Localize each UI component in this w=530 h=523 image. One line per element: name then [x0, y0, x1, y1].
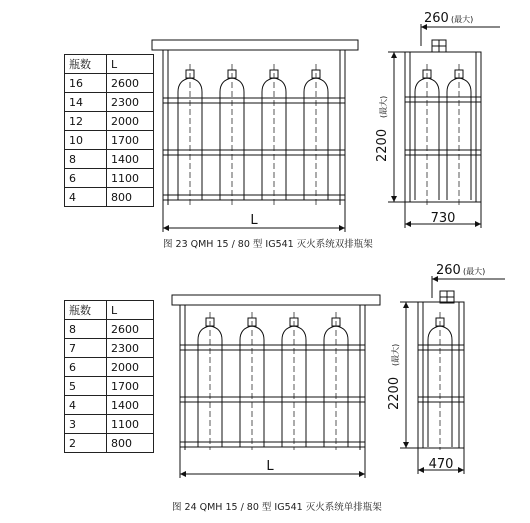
cell-count: 4 [65, 188, 107, 207]
cell-length: 800 [107, 188, 154, 207]
cylinder-group [178, 64, 328, 205]
front-width-label: L [266, 459, 274, 474]
cell-length: 2000 [107, 358, 154, 377]
side-view-rack-1 [388, 24, 500, 228]
header-cylinder-count: 瓶数 [65, 301, 107, 320]
figure-caption-1: 图 23 QMH 15 / 80 型 IG541 灭火系统双排瓶架 [163, 239, 373, 250]
height-dimension-note: (最大) [391, 343, 400, 366]
cell-length: 1700 [107, 131, 154, 150]
cell-length: 2000 [107, 112, 154, 131]
cell-count: 6 [65, 358, 107, 377]
top-dimension-note: (最大) [463, 267, 486, 276]
height-dimension-label: 2200 [375, 128, 390, 162]
depth-dimension-label: 470 [428, 457, 454, 472]
cell-length: 1700 [107, 377, 154, 396]
cell-length: 800 [107, 434, 154, 453]
upper-rail [180, 345, 365, 350]
top-plate [172, 295, 380, 305]
cell-count: 14 [65, 93, 107, 112]
lower-rail [180, 442, 365, 447]
cell-count: 7 [65, 339, 107, 358]
cell-count: 16 [65, 74, 107, 93]
cell-length: 1400 [107, 150, 154, 169]
front-view-rack-2 [172, 295, 380, 478]
front-width-label: L [250, 213, 258, 228]
cell-count: 10 [65, 131, 107, 150]
top-dimension-label: 260 [424, 11, 449, 26]
header-cylinder-count: 瓶数 [65, 55, 107, 74]
cell-count: 4 [65, 396, 107, 415]
cell-count: 2 [65, 434, 107, 453]
top-plate [152, 40, 358, 50]
cell-length: 2300 [107, 93, 154, 112]
top-dimension-label: 260 [436, 263, 461, 278]
cell-length: 1100 [107, 415, 154, 434]
cell-length: 1400 [107, 396, 154, 415]
header-length: L [107, 301, 154, 320]
cell-count: 6 [65, 169, 107, 188]
height-dimension-note: (最大) [379, 95, 388, 118]
side-view-rack-2 [400, 276, 505, 474]
cell-count: 3 [65, 415, 107, 434]
height-dimension-label: 2200 [387, 376, 402, 410]
cell-length: 2600 [107, 74, 154, 93]
cell-length: 2300 [107, 339, 154, 358]
header-length: L [107, 55, 154, 74]
side-frame [405, 52, 481, 202]
cell-count: 12 [65, 112, 107, 131]
depth-dimension-label: 730 [430, 211, 456, 226]
cell-count: 8 [65, 320, 107, 339]
side-frame [418, 302, 464, 448]
cell-count: 8 [65, 150, 107, 169]
top-dimension-note: (最大) [451, 15, 474, 24]
figure-caption-2: 图 24 QMH 15 / 80 型 IG541 灭火系统单排瓶架 [172, 502, 382, 513]
cell-length: 2600 [107, 320, 154, 339]
cell-length: 1100 [107, 169, 154, 188]
cell-count: 5 [65, 377, 107, 396]
front-view-rack-1 [152, 40, 358, 232]
middle-rail [180, 397, 365, 402]
